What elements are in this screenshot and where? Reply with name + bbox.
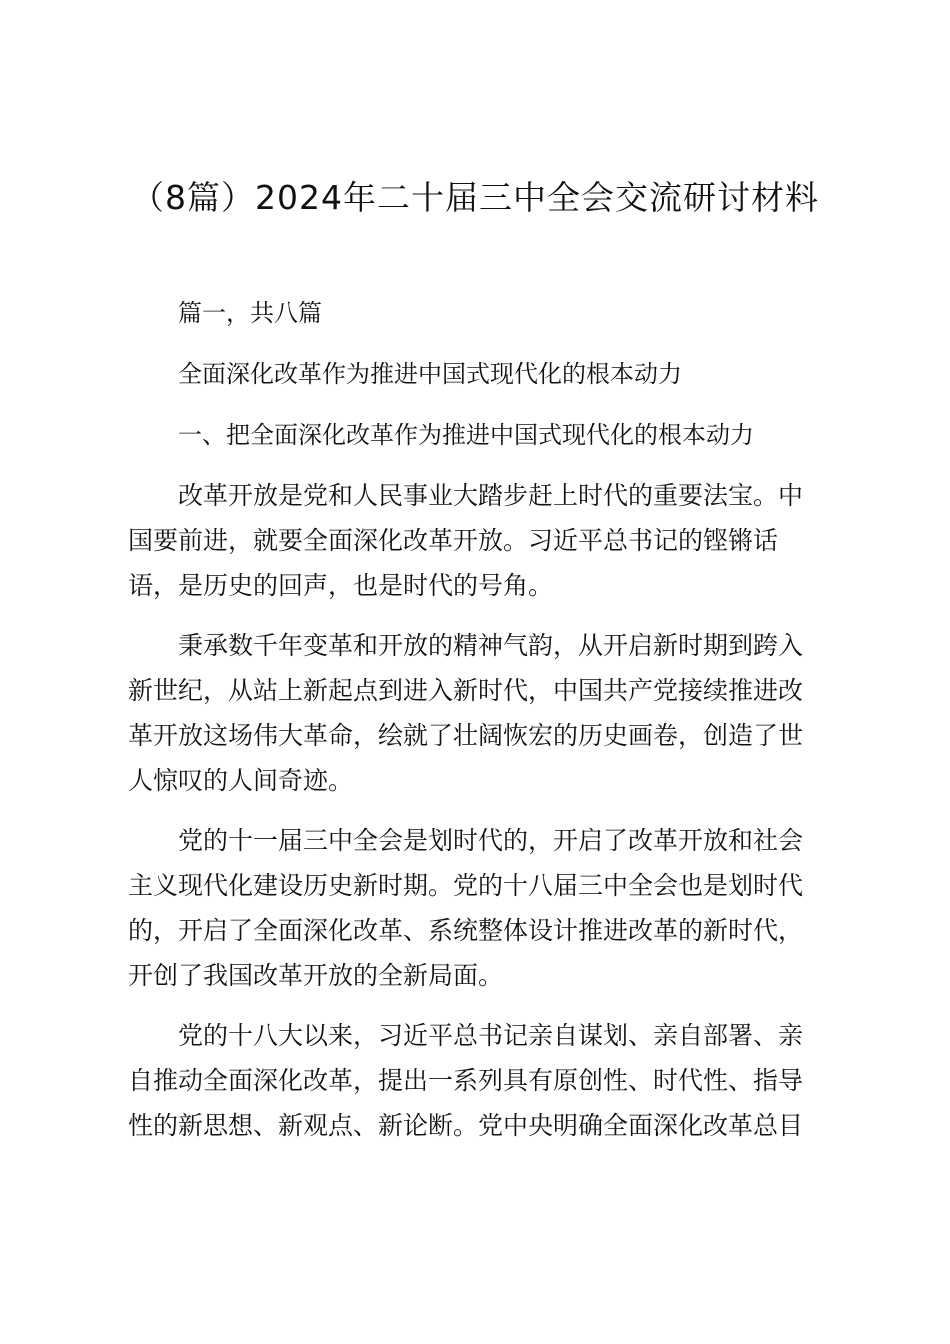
paragraph-1-line-2: 国要前进，就要全面深化改革开放。习近平总书记的铿锵话	[128, 526, 779, 555]
paragraph-4-line-3: 性的新思想、新观点、新论断。党中央明确全面深化改革总目	[128, 1111, 804, 1140]
paragraph-4-line-2: 自推动全面深化改革，提出一系列具有原创性、时代性、指导	[128, 1066, 804, 1095]
paragraph-3-line-1: 党的十一届三中全会是划时代的，开启了改革开放和社会	[178, 826, 804, 855]
document-title: （8篇）2024年二十届三中全会交流研讨材料	[131, 178, 819, 217]
paragraph-1-line-3: 语，是历史的回声，也是时代的号角。	[128, 571, 554, 600]
paragraph-3-line-3: 的，开启了全面深化改革、系统整体设计推进改革的新时代，	[128, 916, 804, 945]
paragraph-1-line-1: 改革开放是党和人民事业大踏步赶上时代的重要法宝。中	[178, 481, 804, 510]
paragraph-3-line-2: 主义现代化建设历史新时期。党的十八届三中全会也是划时代	[128, 871, 804, 900]
paragraph-3-line-4: 开创了我国改革开放的全新局面。	[128, 961, 504, 990]
paragraph-2-line-4: 人惊叹的人间奇迹。	[128, 766, 354, 795]
paragraph-4-line-1: 党的十八大以来，习近平总书记亲自谋划、亲自部署、亲	[178, 1021, 804, 1050]
subtitle-line: 篇一，共八篇	[178, 299, 322, 327]
paragraph-2-line-1: 秉承数千年变革和开放的精神气韵，从开启新时期到跨入	[178, 631, 804, 660]
section-title: 全面深化改革作为推进中国式现代化的根本动力	[178, 360, 682, 388]
paragraph-2-line-3: 革开放这场伟大革命，绘就了壮阔恢宏的历史画卷，创造了世	[128, 721, 804, 750]
heading-1: 一、把全面深化改革作为推进中国式现代化的根本动力	[178, 421, 754, 449]
paragraph-2-line-2: 新世纪，从站上新起点到进入新时代，中国共产党接续推进改	[128, 676, 804, 705]
